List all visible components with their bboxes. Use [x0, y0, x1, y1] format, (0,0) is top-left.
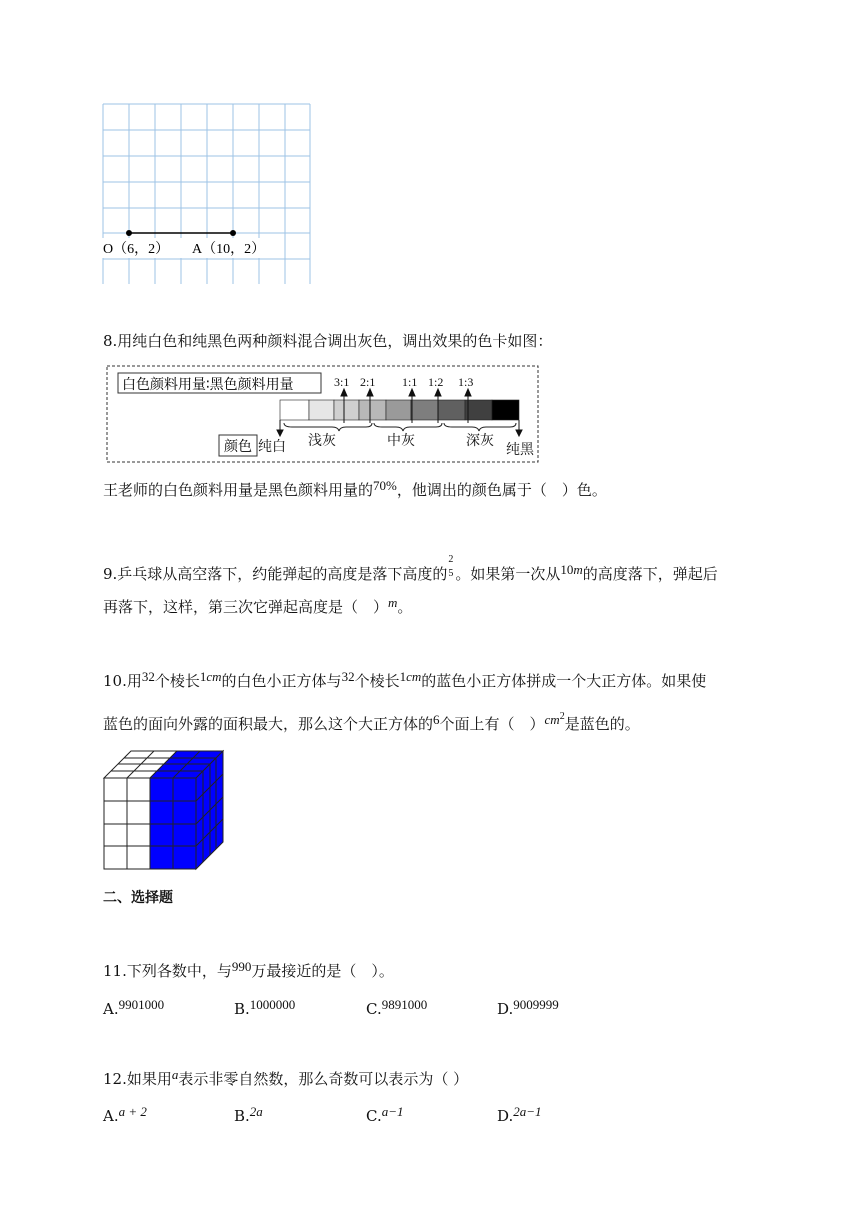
- zone-label-pure-black: 纯黑: [506, 442, 534, 458]
- q10-area-sup: 2: [559, 711, 565, 722]
- q10-count-blue: 32: [341, 669, 355, 684]
- ratio-label-1-1: 1:1: [402, 375, 418, 389]
- q10-len2: 1: [399, 669, 407, 684]
- q11-option-c[interactable]: C.9891000: [366, 997, 428, 1018]
- ratio-label-1-2: 1:2: [428, 375, 444, 389]
- zone-label-light-gray: 浅灰: [308, 433, 336, 449]
- ratio-label-2-1: 2:1: [360, 375, 376, 389]
- q9-line1: [103, 554, 718, 585]
- q10-p1: 10.用: [103, 672, 142, 690]
- q8-question-pre: 王老师的白色颜料用量是黑色颜料用量的: [103, 481, 374, 499]
- point-a: [230, 230, 236, 236]
- point-o-label: O（6，2）: [103, 242, 170, 257]
- q10-l2b: 个面上有（ ）: [439, 715, 545, 733]
- q9-line2-text: 再落下，这样，第三次它弹起高度是（ ）: [103, 598, 389, 616]
- q12-stem: [103, 1069, 468, 1090]
- q10-unit1: cm: [206, 669, 222, 684]
- point-o: [126, 230, 132, 236]
- q9-part3: 的高度落下，弹起后: [582, 565, 718, 583]
- q11-post: 万最接近的是（ ）。: [251, 962, 394, 980]
- q9-fraction-num: 2: [448, 554, 454, 565]
- gradient-strip: [280, 400, 519, 420]
- q10-line2: [103, 711, 640, 737]
- q10-unit2: cm: [406, 669, 422, 684]
- q8-percent: 70%: [373, 478, 397, 493]
- q9-part1: 9.乒乓球从高空落下，约能弹起的高度是落下高度的: [103, 565, 448, 583]
- color-card-title: 白色颜料用量∶黑色颜料用量: [122, 377, 294, 393]
- q9-fraction: [447, 554, 455, 584]
- q9-line2-end: 。: [397, 598, 413, 616]
- q9-fraction-den: 5: [448, 568, 454, 579]
- zone-label-mid-gray: 中灰: [387, 433, 415, 449]
- q11-pre: 11.下列各数中，与: [103, 962, 232, 980]
- q12-var: a: [171, 1067, 179, 1082]
- q12-option-b[interactable]: B.2a: [234, 1104, 263, 1125]
- q10-p2: 个棱长: [154, 672, 200, 690]
- q12-option-c[interactable]: C.a−1: [366, 1104, 404, 1125]
- q9-height-value: 10: [560, 562, 574, 577]
- q12-option-d[interactable]: D.2a−1: [497, 1104, 542, 1125]
- ratio-label-1-3: 1:3: [458, 375, 474, 389]
- q11-stem: [103, 961, 394, 982]
- q8-question: [103, 480, 607, 501]
- cube-figure: [102, 749, 224, 873]
- q12-pre: 12.如果用: [103, 1070, 172, 1088]
- q9-line2: [103, 597, 412, 618]
- zone-label-pure-white: 纯白: [258, 439, 286, 455]
- q10-faces: 6: [433, 712, 440, 727]
- coordinate-grid-figure: [100, 102, 314, 286]
- q10-p3: 的白色小正方体与: [221, 672, 342, 690]
- q10-l2c: 是蓝色的。: [564, 715, 640, 733]
- q9-line2-unit: m: [388, 595, 398, 610]
- q8-stem: 8.用纯白色和纯黑色两种颜料混合调出灰色，调出效果的色卡如图：: [103, 332, 553, 350]
- q12-post: 表示非零自然数，那么奇数可以表示为（ ）: [178, 1070, 469, 1088]
- q10-area-unit: cm: [544, 712, 560, 727]
- color-card-figure: [106, 365, 542, 465]
- q12-option-a[interactable]: A.a + 2: [103, 1104, 147, 1125]
- q11-option-a[interactable]: A.9901000: [103, 997, 165, 1018]
- q10-count-white: 32: [141, 669, 155, 684]
- q10-len1: 1: [199, 669, 207, 684]
- q10-l2a: 蓝色的面向外露的面积最大，那么这个大正方体的: [103, 715, 434, 733]
- q11-num: 990: [231, 959, 252, 974]
- q9-height-unit: m: [573, 562, 583, 577]
- q10-p4: 个棱长: [354, 672, 400, 690]
- q8-question-post: ，他调出的颜色属于（ ）色。: [396, 481, 607, 499]
- q11-option-b[interactable]: B.1000000: [234, 997, 296, 1018]
- q10-p5: 的蓝色小正方体拼成一个大正方体。如果使: [421, 672, 707, 690]
- color-label-box: 颜色: [224, 439, 252, 455]
- q10-line1: [103, 671, 706, 692]
- ratio-label-3-1: 3:1: [334, 375, 350, 389]
- section-title: 二、选择题: [103, 890, 173, 906]
- point-a-label: A（10，2）: [192, 242, 266, 257]
- q11-option-d[interactable]: D.9009999: [497, 997, 559, 1018]
- zone-label-dark-gray: 深灰: [466, 433, 494, 449]
- q9-part2: 。如果第一次从: [455, 565, 561, 583]
